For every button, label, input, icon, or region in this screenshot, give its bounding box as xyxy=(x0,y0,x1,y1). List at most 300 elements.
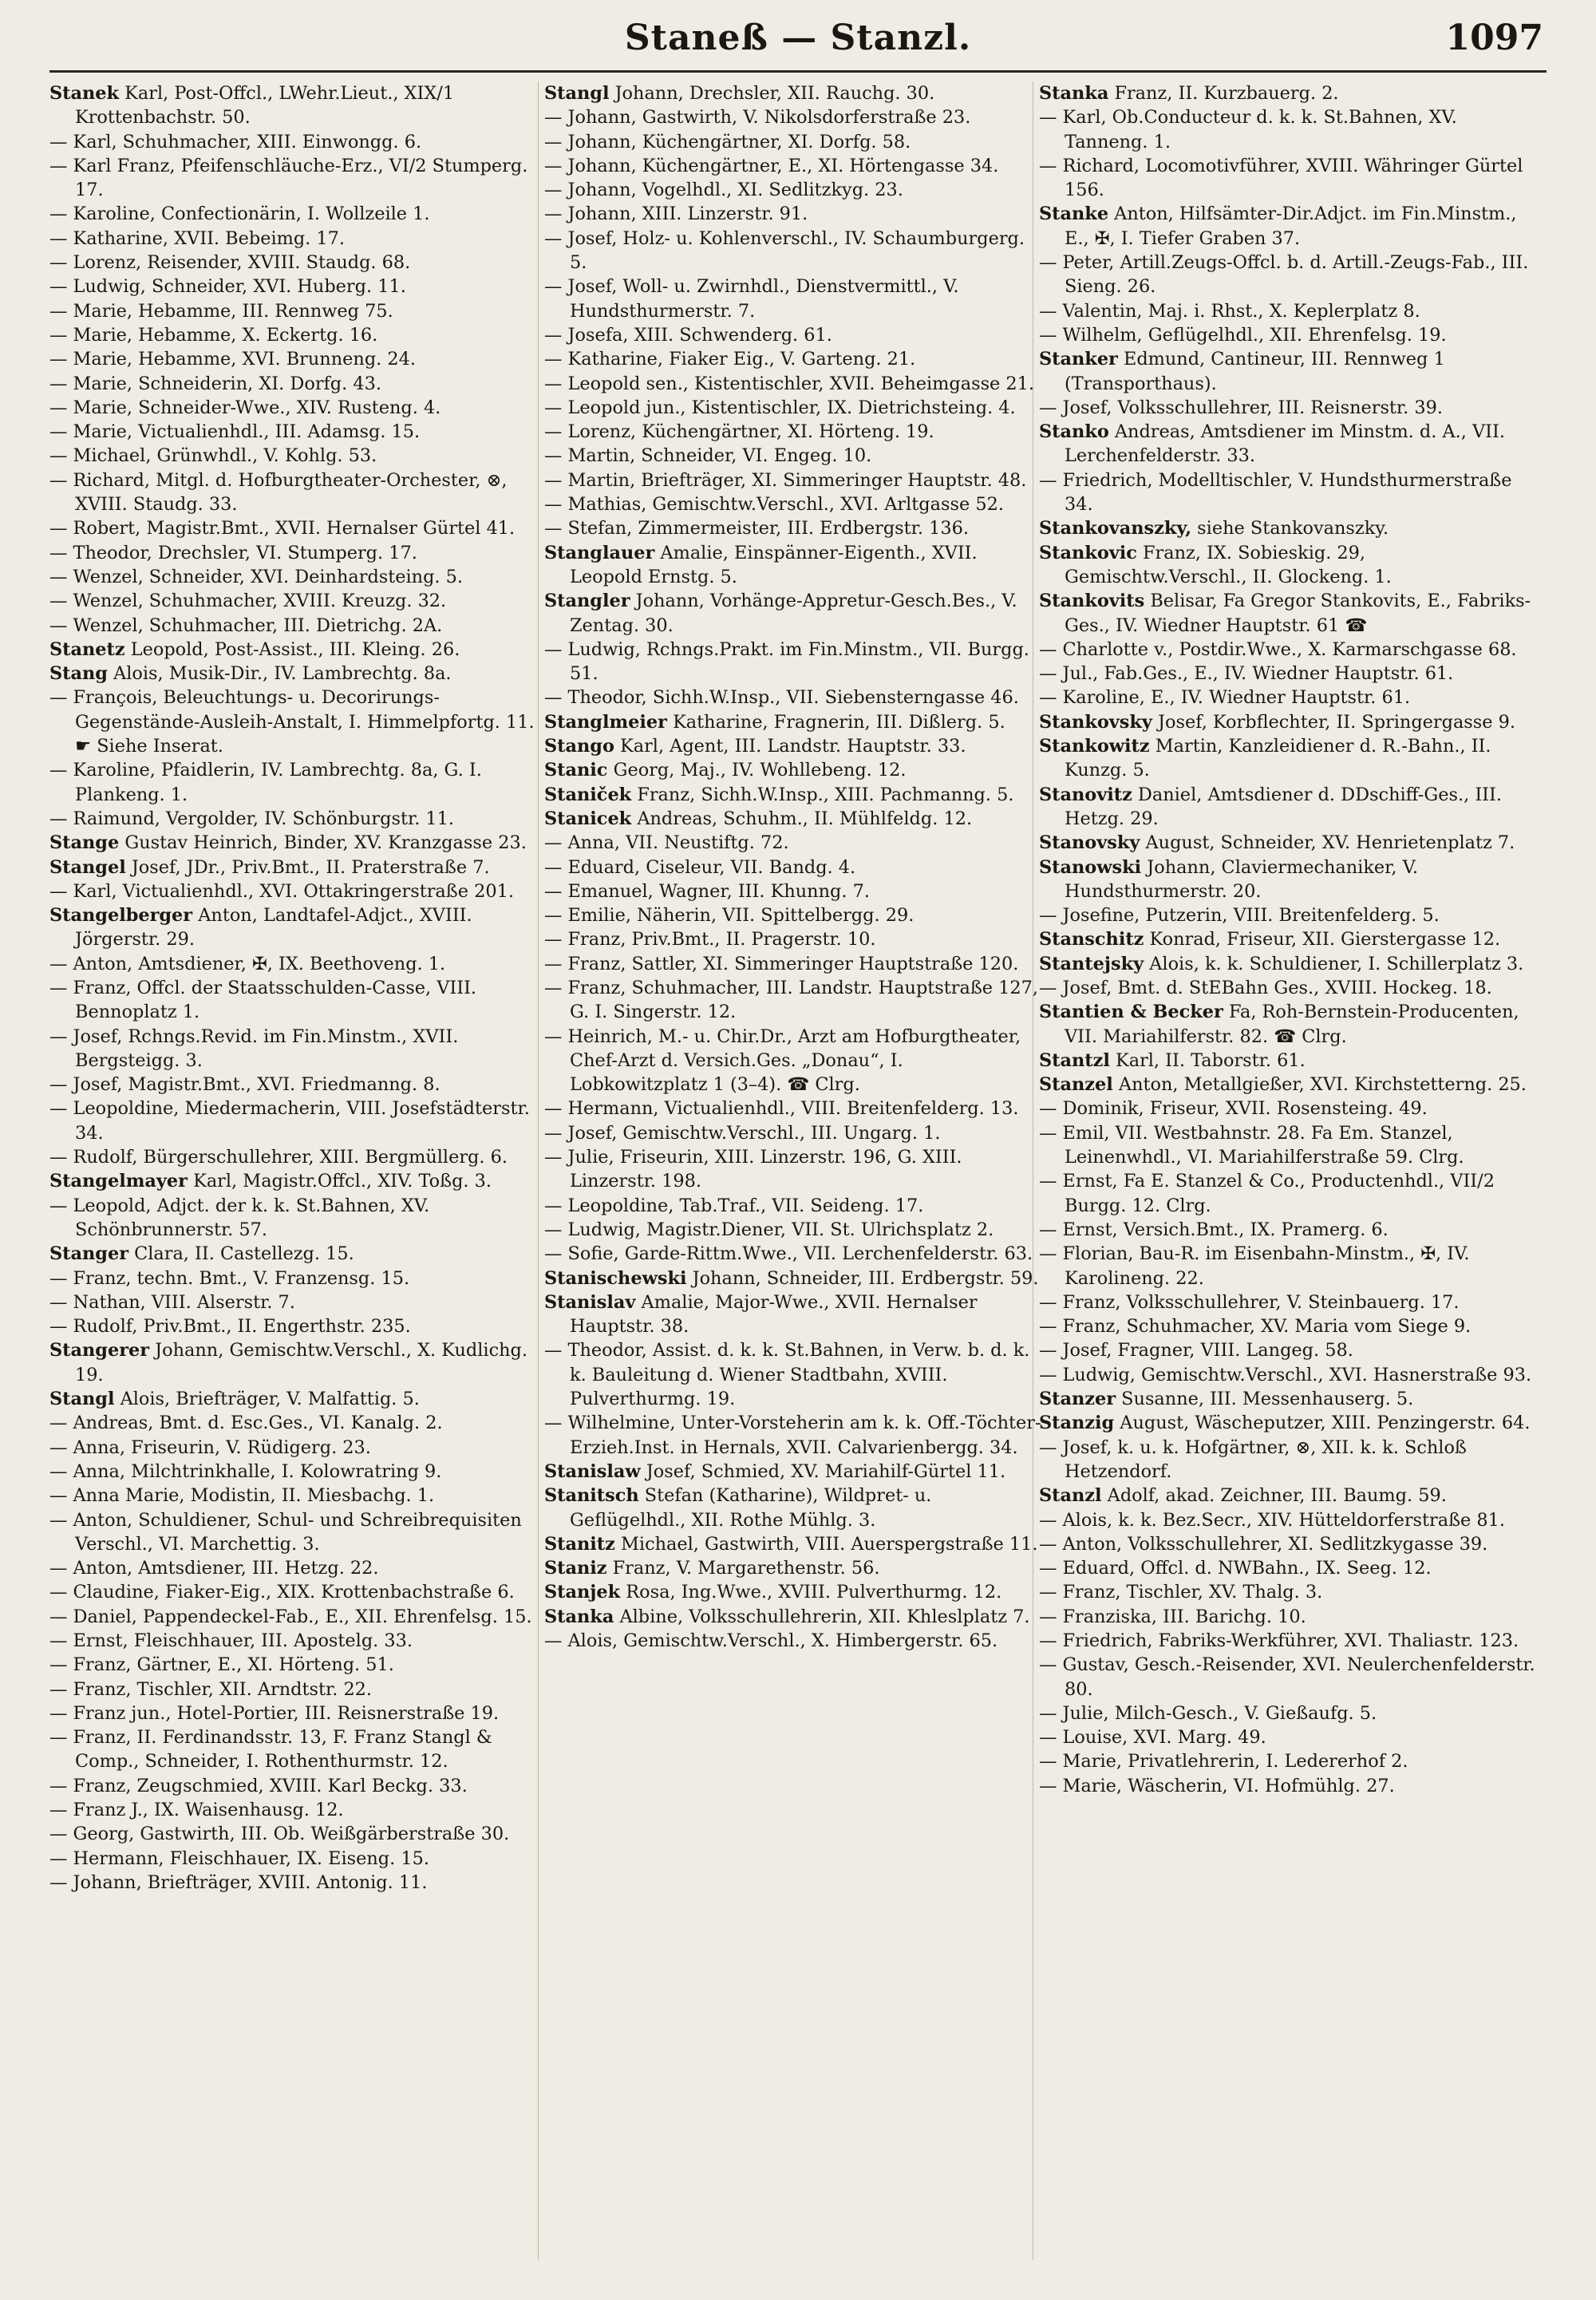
directory-entry xyxy=(544,81,1045,105)
entry-text: Karl, Post-Offcl., LWehr.Lieut., XIX/1 Krottenbachstr. 50. xyxy=(75,83,455,128)
entry-surname: Stanker xyxy=(1039,349,1118,370)
entry-text: — Raimund, Vergolder, IV. Schönburgstr. 11. xyxy=(49,808,455,829)
entry-text: — Rudolf, Bürgerschullehrer, XIII. Bergmüllerg. 6. xyxy=(49,1147,508,1168)
directory-entry xyxy=(1039,1605,1540,1629)
directory-entry xyxy=(1039,903,1540,927)
entry-text: Johann, Schneider, III. Erdbergstr. 59. xyxy=(686,1267,1039,1289)
entry-text: — Sofie, Garde-Rittm.Wwe., VII. Lerchenfelderstr. 63. xyxy=(544,1243,1033,1265)
directory-entry xyxy=(544,1267,1045,1290)
directory-entry xyxy=(49,952,551,976)
entry-surname: Stanowski xyxy=(1039,856,1142,878)
directory-entry xyxy=(1039,589,1540,638)
entry-text: Leopold, Post-Assist., III. Kleing. 26. xyxy=(124,638,460,660)
directory-entry xyxy=(544,686,1045,709)
entry-text: — Franziska, III. Barichg. 10. xyxy=(1039,1606,1306,1627)
entry-surname: Stang xyxy=(49,663,108,685)
entry-text: — Marie, Schneiderin, XI. Dorfg. 43. xyxy=(49,373,381,394)
entry-text: — Karl, Ob.Conducteur d. k. k. St.Bahnen, XV. Tanneng. 1. xyxy=(1039,107,1457,152)
entry-surname: Stantien & Becker xyxy=(1039,1002,1223,1023)
directory-entry xyxy=(1039,927,1540,951)
entry-text: — Karoline, Pfaidlerin, IV. Lambrechtg. 8a, G. I. Plankeng. 1. xyxy=(49,760,482,805)
entry-text: Adolf, akad. Zeichner, III. Baumg. 59. xyxy=(1101,1485,1447,1507)
directory-entry xyxy=(49,638,551,662)
directory-entry xyxy=(544,1097,1045,1120)
entry-surname: Stanko xyxy=(1039,421,1109,443)
directory-entry xyxy=(1039,202,1540,251)
entry-text: — Marie, Victualienhdl., III. Adamsg. 15. xyxy=(49,421,421,443)
directory-entry xyxy=(544,1411,1045,1460)
entry-surname: Stangel xyxy=(49,856,126,878)
entry-surname: Stanjek xyxy=(544,1582,621,1603)
entry-text: — Franz, Schuhmacher, XV. Maria vom Siege 9. xyxy=(1039,1316,1472,1338)
entry-text: — Marie, Schneider-Wwe., XIV. Rusteng. 4. xyxy=(49,397,441,418)
running-head: Staneß — Stanzl. xyxy=(624,18,972,58)
entry-text: — Josefine, Putzerin, VIII. Breitenfelderg. 5. xyxy=(1039,905,1440,927)
directory-entry xyxy=(49,251,551,275)
directory-entry xyxy=(1039,1411,1540,1435)
directory-entry xyxy=(1039,1653,1540,1701)
entry-surname: Stankovsky xyxy=(1039,711,1152,733)
entry-text: Anton, Metallgießer, XVI. Kirchstetterng. 25. xyxy=(1112,1074,1527,1096)
directory-entry xyxy=(1039,952,1540,976)
entry-text: — Franz jun., Hotel-Portier, III. Reisnerstraße 19. xyxy=(49,1702,500,1724)
entry-text: Johann, Claviermechaniker, V. Hundsthurmerstr. 20. xyxy=(1065,856,1419,902)
directory-entry xyxy=(49,903,551,952)
entry-text: — Robert, Magistr.Bmt., XVII. Hernalser Gürtel 41. xyxy=(49,518,516,539)
directory-entry xyxy=(544,202,1045,226)
directory-entry xyxy=(544,275,1045,323)
entry-text: — Marie, Hebamme, XVI. Brunneng. 24. xyxy=(49,349,416,370)
directory-entry xyxy=(544,1338,1045,1411)
entry-text: Martin, Kanzleidiener d. R.-Bahn., II. Kunzg. 5. xyxy=(1065,736,1491,781)
directory-entry xyxy=(49,1169,551,1193)
entry-text: — Katharine, Fiaker Eig., V. Garteng. 21. xyxy=(544,349,916,370)
directory-entry xyxy=(1039,1629,1540,1653)
entry-text: Johann, Vorhänge-Appretur-Gesch.Bes., V. Zentag. 30. xyxy=(570,591,1017,636)
entry-text: — Josef, Woll- u. Zwirnhdl., Dienstvermittl., V. Hundsthurmerstr. 7. xyxy=(544,276,959,322)
directory-entry xyxy=(49,1338,551,1387)
entry-text: — Josef, k. u. k. Hofgärtner, ⊗, XII. k. k. Schloß Hetzendorf. xyxy=(1039,1437,1467,1482)
entry-text: — Emilie, Näherin, VII. Spittelbergg. 29. xyxy=(544,905,915,927)
entry-text: — Ludwig, Schneider, XVI. Huberg. 11. xyxy=(49,276,406,298)
directory-entry xyxy=(1039,686,1540,709)
entry-text: Karl, II. Taborstr. 61. xyxy=(1109,1049,1306,1071)
directory-entry xyxy=(49,1629,551,1653)
entry-text: Andreas, Schuhm., II. Mühlfeldg. 12. xyxy=(631,808,973,829)
entry-text: — Daniel, Pappendeckel-Fab., E., XII. Ehrenfelsg. 15. xyxy=(49,1606,532,1627)
directory-entry xyxy=(1039,154,1540,203)
directory-entry xyxy=(49,1774,551,1798)
entry-text: Franz, II. Kurzbauerg. 2. xyxy=(1108,83,1339,104)
entry-text: Georg, Maj., IV. Wohllebeng. 12. xyxy=(607,760,907,781)
entry-text: — Wilhelm, Geflügelhdl., XII. Ehrenfelsg. 19. xyxy=(1039,324,1447,346)
entry-text: — Johann, Küchengärtner, E., XI. Hörtengasse 34. xyxy=(544,155,999,176)
entry-text: Karl, Agent, III. Landstr. Hauptstr. 33. xyxy=(614,736,966,757)
entry-text: — Heinrich, M.- u. Chir.Dr., Arzt am Hofburgtheater, Chef-Arzt d. Versich.Ges. „Donau“, I. Lobkowitzplatz 1 (3–4). ☎ Clrg. xyxy=(544,1026,1021,1096)
directory-entry xyxy=(49,1508,551,1557)
directory-entry xyxy=(1039,105,1540,154)
entry-text: — Franz, techn. Bmt., V. Franzensg. 15. xyxy=(49,1267,410,1289)
entry-text: — Franz J., IX. Waisenhausg. 12. xyxy=(49,1800,344,1821)
directory-entry xyxy=(544,1194,1045,1218)
entry-text: — Ludwig, Rchngs.Prakt. im Fin.Minstm., VII. Burgg. 51. xyxy=(544,638,1029,685)
entry-text: — Anton, Schuldiener, Schul- und Schreibrequisiten Verschl., VI. Marchettig. 3. xyxy=(49,1509,522,1555)
directory-entry xyxy=(1039,831,1540,855)
entry-text: — Josef, Magistr.Bmt., XVI. Friedmanng. 8. xyxy=(49,1074,440,1096)
directory-entry xyxy=(49,1242,551,1266)
entry-text: — Leopold, Adjct. der k. k. St.Bahnen, XV. Schönbrunnerstr. 57. xyxy=(49,1195,430,1240)
directory-entry xyxy=(49,831,551,855)
directory-entry xyxy=(1039,396,1540,420)
entry-surname: Stanovitz xyxy=(1039,784,1132,805)
directory-entry xyxy=(49,299,551,323)
directory-entry xyxy=(49,1580,551,1604)
directory-entry xyxy=(544,903,1045,927)
directory-entry xyxy=(544,1242,1045,1266)
entry-text: — Anton, Amtsdiener, III. Hetzg. 22. xyxy=(49,1558,379,1579)
entry-text: Amalie, Einspänner-Eigenth., XVII. Leopold Ernstg. 5. xyxy=(570,542,978,587)
directory-entry xyxy=(1039,516,1540,540)
directory-entry xyxy=(544,927,1045,951)
directory-entry xyxy=(49,347,551,371)
directory-entry xyxy=(49,541,551,565)
entry-text: — Alois, k. k. Bez.Secr., XIV. Hütteldorferstraße 81. xyxy=(1039,1509,1506,1531)
entry-text: — Wenzel, Schuhmacher, XVIII. Kreuzg. 32. xyxy=(49,591,447,612)
directory-entry xyxy=(49,444,551,468)
entry-text: — Wenzel, Schuhmacher, III. Dietrichg. 2A. xyxy=(49,615,443,636)
entry-text: — Anna, Milchtrinkhalle, I. Kolowratring 9. xyxy=(49,1460,442,1482)
directory-entry xyxy=(49,1097,551,1145)
directory-entry xyxy=(49,1436,551,1460)
directory-entry xyxy=(544,1121,1045,1145)
directory-entry xyxy=(49,662,551,686)
directory-entry xyxy=(49,1025,551,1073)
entry-text: — Florian, Bau-R. im Eisenbahn-Minstm., ✠, IV. Karolineng. 22. xyxy=(1039,1243,1470,1289)
directory-entry xyxy=(1039,1725,1540,1749)
entry-text: — Friedrich, Modelltischler, V. Hundsthurmerstraße 34. xyxy=(1039,469,1512,516)
entry-text: — Anna, VII. Neustiftg. 72. xyxy=(544,832,789,854)
directory-entry xyxy=(1039,976,1540,1000)
directory-entry xyxy=(49,372,551,396)
entry-text: — Anton, Volksschullehrer, XI. Sedlitzkygasse 39. xyxy=(1039,1533,1488,1555)
entry-surname: Stangler xyxy=(544,591,630,612)
entry-text: — Karl, Victualienhdl., XVI. Ottakringerstraße 201. xyxy=(49,880,514,902)
entry-surname: Stanger xyxy=(49,1243,128,1265)
directory-entry xyxy=(1039,1169,1540,1218)
directory-entry xyxy=(544,976,1045,1025)
entry-text: — Nathan, VIII. Alserstr. 7. xyxy=(49,1291,295,1313)
entry-text: Franz, Sichh.W.Insp., XIII. Pachmanng. 5. xyxy=(631,784,1014,805)
directory-entry xyxy=(1039,1484,1540,1508)
entry-surname: Stanke xyxy=(1039,204,1109,225)
directory-entry xyxy=(544,879,1045,903)
directory-entry xyxy=(544,227,1045,275)
entry-text: — Ernst, Fa E. Stanzel & Co., Productenhdl., VII/2 Burgg. 12. Clrg. xyxy=(1039,1171,1495,1216)
entry-surname: Stanek xyxy=(49,83,120,104)
entry-text: Franz, IX. Sobieskig. 29, Gemischtw.Verschl., II. Glockeng. 1. xyxy=(1065,542,1392,587)
directory-entry xyxy=(1039,81,1540,105)
entry-text: — Anna, Friseurin, V. Rüdigerg. 23. xyxy=(49,1437,371,1458)
entry-surname: Stankovits xyxy=(1039,591,1145,612)
entry-text: — Gustav, Gesch.-Reisender, XVI. Neulerchenfelderstr. 80. xyxy=(1039,1654,1535,1700)
entry-text: — Johann, Gastwirth, V. Nikolsdorferstraße 23. xyxy=(544,107,971,128)
directory-entry xyxy=(1039,541,1540,590)
directory-entry xyxy=(544,1556,1045,1580)
entry-text: — Franz, Zeugschmied, XVIII. Karl Beckg. 33. xyxy=(49,1775,468,1796)
entry-text: — Hermann, Victualienhdl., VIII. Breitenfelderg. 13. xyxy=(544,1098,1019,1120)
directory-entry xyxy=(49,275,551,298)
entry-text: Franz, V. Margarethenstr. 56. xyxy=(606,1558,880,1579)
directory-entry xyxy=(1039,1363,1540,1387)
entry-text: — Valentin, Maj. i. Rhst., X. Keplerplatz 8. xyxy=(1039,300,1420,322)
entry-text: — Peter, Artill.Zeugs-Offcl. b. d. Artill.-Zeugs-Fab., III. Sieng. 26. xyxy=(1039,252,1529,298)
entry-text: — Louise, XVI. Marg. 49. xyxy=(1039,1727,1266,1749)
entry-surname: Staniček xyxy=(544,784,632,805)
directory-entry xyxy=(49,468,551,517)
directory-entry xyxy=(49,1701,551,1725)
directory-entry xyxy=(544,492,1045,516)
entry-text: — Andreas, Bmt. d. Esc.Ges., VI. Kanalg. 2. xyxy=(49,1413,443,1434)
entry-text: — Alois, Gemischtw.Verschl., X. Himbergerstr. 65. xyxy=(544,1630,998,1651)
entry-text: — Julie, Friseurin, XIII. Linzerstr. 196, G. XIII. Linzerstr. 198. xyxy=(544,1147,962,1192)
entry-text: — Josef, Bmt. d. StEBahn Ges., XVIII. Hockeg. 18. xyxy=(1039,977,1492,998)
entry-surname: Stangerer xyxy=(49,1340,150,1361)
entry-text: — Franz, Offcl. der Staatsschulden-Casse, VIII. Bennoplatz 1. xyxy=(49,977,477,1023)
directory-entry xyxy=(49,227,551,251)
directory-entry xyxy=(544,444,1045,468)
entry-text: — Franz, Sattler, XI. Simmeringer Hauptstraße 120. xyxy=(544,953,1019,974)
directory-entry xyxy=(544,347,1045,371)
entry-surname: Stankovanszky, xyxy=(1039,518,1192,539)
directory-entry xyxy=(544,638,1045,686)
entry-text: — Johann, XIII. Linzerstr. 91. xyxy=(544,204,808,225)
entry-text: siehe Stankovanszky. xyxy=(1191,518,1389,539)
directory-entry xyxy=(49,686,551,758)
entry-text: — Marie, Privatlehrerin, I. Ledererhof 2. xyxy=(1039,1751,1408,1772)
directory-entry xyxy=(49,1725,551,1774)
entry-surname: Stangl xyxy=(49,1389,115,1410)
directory-entry xyxy=(1039,1508,1540,1532)
directory-entry xyxy=(49,202,551,226)
entry-text: — Charlotte v., Postdir.Wwe., X. Karmarschgasse 68. xyxy=(1039,638,1517,660)
entry-text: Katharine, Fragnerin, III. Dißlerg. 5. xyxy=(666,711,1005,733)
directory-entry xyxy=(1039,1701,1540,1725)
directory-entry xyxy=(1039,1556,1540,1580)
directory-entry xyxy=(49,1194,551,1243)
directory-entry xyxy=(544,1460,1045,1484)
directory-entry xyxy=(49,614,551,638)
entry-surname: Stanzer xyxy=(1039,1389,1116,1410)
entry-text: — Franz, Tischler, XV. Thalg. 3. xyxy=(1039,1582,1323,1603)
entry-surname: Stanzel xyxy=(1039,1074,1113,1096)
entry-text: — Michael, Grünwhdl., V. Kohlg. 53. xyxy=(49,445,377,467)
entry-text: — Leopoldine, Tab.Traf., VII. Seideng. 17. xyxy=(544,1195,924,1216)
directory-entry xyxy=(49,81,551,130)
directory-entry xyxy=(1039,710,1540,734)
entry-text: — Josef, Fragner, VIII. Langeg. 58. xyxy=(1039,1340,1353,1361)
entry-text: — Stefan, Zimmermeister, III. Erdbergstr. 136. xyxy=(544,518,969,539)
directory-entry xyxy=(49,1145,551,1169)
entry-text: — Richard, Mitgl. d. Hofburgtheater-Orchester, ⊗, XVIII. Staudg. 33. xyxy=(49,469,508,516)
entry-text: — Franz, II. Ferdinandsstr. 13, F. Franz Stangl & Comp., Schneider, I. Rothenthurmstr. 12. xyxy=(49,1727,492,1772)
directory-entry xyxy=(544,734,1045,758)
entry-text: Karl, Magistr.Offcl., XIV. Toßg. 3. xyxy=(187,1171,492,1192)
entry-text: — Josef, Volksschullehrer, III. Reisnerstr. 39. xyxy=(1039,397,1444,418)
directory-entry xyxy=(1039,662,1540,686)
directory-entry xyxy=(544,1025,1045,1097)
entry-text: — Franz, Gärtner, E., XI. Hörteng. 51. xyxy=(49,1654,394,1676)
entry-text: Josef, JDr., Priv.Bmt., II. Praterstraße 7. xyxy=(125,856,490,878)
column-2 xyxy=(544,81,1045,1653)
entry-text: Anton, Landtafel-Adjct., XVIII. Jörgerstr. 29. xyxy=(75,905,472,950)
directory-entry xyxy=(49,396,551,420)
directory-entry xyxy=(544,105,1045,129)
entry-text: Johann, Gemischtw.Verschl., X. Kudlichg. 19. xyxy=(75,1340,527,1385)
entry-text: — Martin, Briefträger, XI. Simmeringer Hauptstr. 48. xyxy=(544,469,1027,491)
directory-entry xyxy=(1039,1774,1540,1798)
directory-entry xyxy=(1039,1000,1540,1049)
entry-text: — Lorenz, Reisender, XVIII. Staudg. 68. xyxy=(49,252,411,274)
directory-entry xyxy=(1039,1121,1540,1170)
entry-text: — Eduard, Ciseleur, VII. Bandg. 4. xyxy=(544,856,856,878)
entry-text: — Eduard, Offcl. d. NWBahn., IX. Seeg. 12. xyxy=(1039,1558,1432,1579)
entry-text: — Anna Marie, Modistin, II. Miesbachg. 1. xyxy=(49,1485,435,1507)
entry-text: Alois, Musik-Dir., IV. Lambrechtg. 8a. xyxy=(107,663,452,685)
entry-surname: Stantzl xyxy=(1039,1049,1110,1071)
directory-entry xyxy=(49,130,551,154)
directory-entry xyxy=(49,1460,551,1484)
directory-entry xyxy=(49,1653,551,1677)
directory-entry xyxy=(544,710,1045,734)
entry-text: Konrad, Friseur, XII. Gierstergasse 12. xyxy=(1144,929,1501,950)
page-header xyxy=(48,14,1548,70)
entry-text: — Josef, Gemischtw.Verschl., III. Ungarg. 1. xyxy=(544,1122,941,1144)
entry-text: Edmund, Cantineur, III. Rennweg 1 (Transporthaus). xyxy=(1065,349,1445,394)
entry-text: — Jul., Fab.Ges., E., IV. Wiedner Hauptstr. 61. xyxy=(1039,663,1454,685)
directory-entry xyxy=(1039,1073,1540,1097)
entry-text: Alois, k. k. Schuldiener, I. Schillerplatz 3. xyxy=(1144,953,1524,974)
directory-entry xyxy=(544,952,1045,976)
entry-text: — Josef, Holz- u. Kohlenverschl., IV. Schaumburgerg. 5. xyxy=(544,227,1025,274)
directory-entry xyxy=(544,1484,1045,1532)
directory-entry xyxy=(49,1605,551,1629)
directory-entry xyxy=(49,154,551,203)
directory-entry xyxy=(49,1290,551,1314)
entry-surname: Stanzig xyxy=(1039,1413,1115,1434)
entry-text: — Emil, VII. Westbahnstr. 28. Fa Em. Stanzel, Leinenwhdl., VI. Mariahilferstraße 59. Clrg. xyxy=(1039,1122,1464,1168)
entry-text: Belisar, Fa Gregor Stankovits, E., Fabriks-Ges., IV. Wiedner Hauptstr. 61 ☎ xyxy=(1065,591,1531,636)
entry-text: Fa, Roh-Bernstein-Producenten, VII. Mariahilferstr. 82. ☎ Clrg. xyxy=(1065,1002,1519,1047)
entry-text: — Karl Franz, Pfeifenschläuche-Erz., VI/2 Stumperg. 17. xyxy=(49,155,528,201)
entry-text: Clara, II. Castellezg. 15. xyxy=(128,1243,354,1265)
directory-entry xyxy=(1039,1314,1540,1338)
entry-text: — Emanuel, Wagner, III. Khunng. 7. xyxy=(544,880,870,902)
entry-surname: Stango xyxy=(544,736,614,757)
entry-text: Stefan (Katharine), Wildpret- u. Geflügelhdl., XII. Rothe Mühlg. 3. xyxy=(570,1485,932,1531)
entry-text: Anton, Hilfsämter-Dir.Adjct. im Fin.Minstm., E., ✠, I. Tiefer Graben 37. xyxy=(1065,204,1517,249)
entry-text: — Wilhelmine, Unter-Vorsteherin am k. k. Off.-Töchter-Erzieh.Inst. in Hernals, XVII. Calvarienbergg. 34. xyxy=(544,1413,1041,1458)
page-number: 1097 xyxy=(1445,18,1543,58)
entry-surname: Stanislaw xyxy=(544,1460,641,1482)
entry-text: Josef, Korbflechter, II. Springergasse 9. xyxy=(1152,711,1516,733)
entry-surname: Stankovic xyxy=(1039,542,1137,563)
directory-entry xyxy=(1039,1580,1540,1604)
entry-surname: Stanic xyxy=(544,760,608,781)
directory-entry xyxy=(49,879,551,903)
directory-entry xyxy=(544,178,1045,202)
entry-text: — Franz, Priv.Bmt., II. Pragerstr. 10. xyxy=(544,929,876,950)
directory-entry xyxy=(544,516,1045,540)
directory-entry xyxy=(1039,638,1540,662)
directory-entry xyxy=(544,1605,1045,1629)
directory-entry xyxy=(1039,1290,1540,1314)
directory-entry xyxy=(49,1556,551,1580)
directory-entry xyxy=(49,1822,551,1846)
directory-entry xyxy=(1039,1242,1540,1290)
directory-entry xyxy=(49,1387,551,1411)
directory-entry xyxy=(49,516,551,540)
entry-text: — Ludwig, Magistr.Diener, VII. St. Ulrichsplatz 2. xyxy=(544,1219,994,1240)
directory-entry xyxy=(544,541,1045,590)
entry-surname: Stanzl xyxy=(1039,1485,1102,1507)
entry-text: — Marie, Hebamme, X. Eckertg. 16. xyxy=(49,324,378,346)
directory-entry xyxy=(544,372,1045,396)
entry-text: — François, Beleuchtungs- u. Decorirungs-Gegenstände-Ausleih-Anstalt, I. Himmelpfortg. 11. ☛ Siehe Inserat. xyxy=(49,687,535,757)
directory-entry xyxy=(544,420,1045,444)
directory-entry xyxy=(1039,1749,1540,1773)
directory-entry xyxy=(49,589,551,613)
directory-entry xyxy=(544,856,1045,879)
directory-entry xyxy=(49,1073,551,1097)
entry-surname: Stankowitz xyxy=(1039,736,1150,757)
entry-text: — Mathias, Gemischtw.Verschl., XVI. Arltgasse 52. xyxy=(544,494,1004,516)
directory-entry xyxy=(1039,1218,1540,1242)
directory-entry xyxy=(544,758,1045,782)
entry-text: Daniel, Amtsdiener d. DDschiff-Ges., III. Hetzg. 29. xyxy=(1065,784,1502,829)
directory-entry xyxy=(1039,1436,1540,1484)
entry-text: — Katharine, XVII. Bebeimg. 17. xyxy=(49,227,346,249)
directory-entry xyxy=(544,807,1045,831)
entry-surname: Stanetz xyxy=(49,638,125,660)
directory-entry xyxy=(544,589,1045,638)
entry-surname: Stanovsky xyxy=(1039,832,1140,854)
directory-entry xyxy=(49,1484,551,1508)
directory-entry xyxy=(1039,347,1540,396)
directory-entry xyxy=(49,1798,551,1822)
directory-entry xyxy=(1039,420,1540,468)
directory-entry xyxy=(544,154,1045,178)
directory-entry xyxy=(1039,1532,1540,1556)
directory-entry xyxy=(1039,1097,1540,1120)
directory-entry xyxy=(1039,468,1540,517)
entry-text: — Rudolf, Priv.Bmt., II. Engerthstr. 235. xyxy=(49,1316,411,1338)
entry-text: — Martin, Schneider, VI. Engeg. 10. xyxy=(544,445,872,467)
entry-text: Johann, Drechsler, XII. Rauchg. 30. xyxy=(609,83,935,104)
entry-text: — Wenzel, Schneider, XVI. Deinhardsteing. 5. xyxy=(49,566,464,587)
entry-text: Amalie, Major-Wwe., XVII. Hernalser Hauptstr. 38. xyxy=(570,1291,978,1338)
entry-surname: Stanischewski xyxy=(544,1267,687,1289)
entry-text: — Anton, Amtsdiener, ✠, IX. Beethoveng. 1. xyxy=(49,953,446,974)
directory-entry xyxy=(49,807,551,831)
directory-entry xyxy=(49,758,551,807)
directory-entry xyxy=(544,468,1045,492)
entry-text: — Theodor, Sichh.W.Insp., VII. Siebensterngasse 46. xyxy=(544,687,1019,709)
directory-entry xyxy=(49,1411,551,1435)
entry-text: — Claudine, Fiaker-Eig., XIX. Krottenbachstraße 6. xyxy=(49,1582,515,1603)
directory-entry xyxy=(49,565,551,589)
column-1 xyxy=(49,81,551,1895)
entry-surname: Stanislav xyxy=(544,1291,636,1313)
